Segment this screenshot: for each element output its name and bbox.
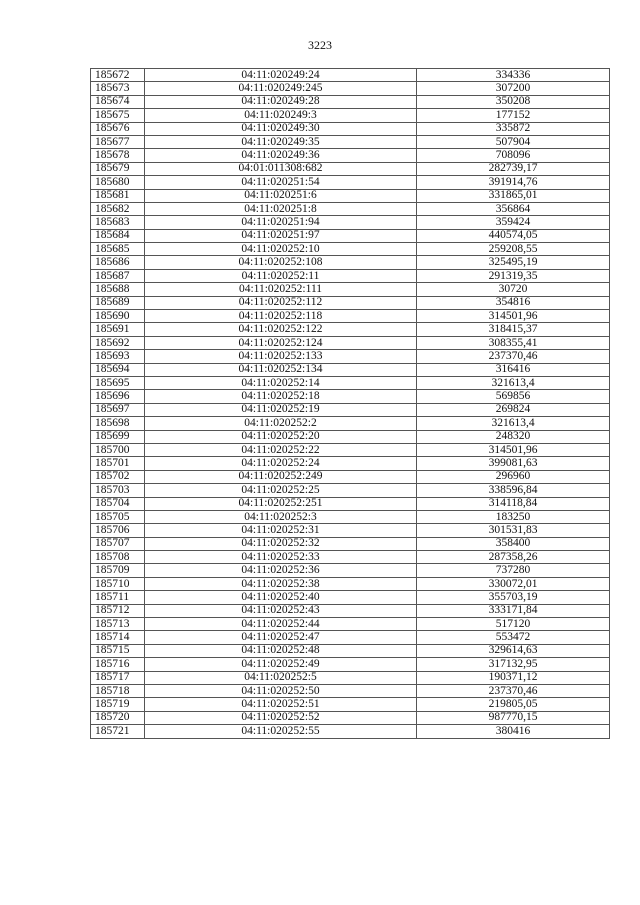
table-row — [91, 189, 610, 202]
value-cell: 356864 — [417, 202, 610, 215]
row-number-cell: 185684 — [91, 229, 145, 242]
table-row — [91, 269, 610, 282]
cadastral-number-cell: 04:11:020249:36 — [145, 149, 417, 162]
table-row — [91, 671, 610, 684]
table-row — [91, 202, 610, 215]
cadastral-number-cell: 04:11:020252:11 — [145, 269, 417, 282]
table-row — [91, 95, 610, 108]
cadastral-number-cell: 04:11:020252:112 — [145, 296, 417, 309]
row-number-cell: 185719 — [91, 698, 145, 711]
value-cell: 507904 — [417, 135, 610, 148]
value-cell: 30720 — [417, 283, 610, 296]
table-row — [91, 403, 610, 416]
value-cell: 321613,4 — [417, 417, 610, 430]
value-cell: 307200 — [417, 82, 610, 95]
row-number-cell: 185698 — [91, 417, 145, 430]
row-number-cell: 185716 — [91, 658, 145, 671]
value-cell: 359424 — [417, 216, 610, 229]
row-number-cell: 185714 — [91, 631, 145, 644]
row-number-cell: 185681 — [91, 189, 145, 202]
cadastral-number-cell: 04:11:020252:10 — [145, 243, 417, 256]
value-cell: 331865,01 — [417, 189, 610, 202]
table-row — [91, 149, 610, 162]
cadastral-number-cell: 04:11:020252:249 — [145, 470, 417, 483]
cadastral-number-cell: 04:11:020252:48 — [145, 644, 417, 657]
cadastral-number-cell: 04:11:020252:5 — [145, 671, 417, 684]
value-cell: 219805,05 — [417, 698, 610, 711]
row-number-cell: 185689 — [91, 296, 145, 309]
table-row — [91, 229, 610, 242]
cadastral-number-cell: 04:11:020252:251 — [145, 497, 417, 510]
cadastral-number-cell: 04:11:020251:94 — [145, 216, 417, 229]
cadastral-number-cell: 04:11:020252:18 — [145, 390, 417, 403]
cadastral-number-cell: 04:11:020252:52 — [145, 711, 417, 724]
value-cell: 330072,01 — [417, 577, 610, 590]
cadastral-number-cell: 04:11:020249:24 — [145, 69, 417, 82]
table-row — [91, 323, 610, 336]
row-number-cell: 185700 — [91, 443, 145, 456]
table-row — [91, 510, 610, 523]
cadastral-number-cell: 04:11:020252:19 — [145, 403, 417, 416]
row-number-cell: 185691 — [91, 323, 145, 336]
row-number-cell: 185674 — [91, 95, 145, 108]
table-row — [91, 497, 610, 510]
table-row — [91, 376, 610, 389]
row-number-cell: 185678 — [91, 149, 145, 162]
cadastral-number-cell: 04:11:020249:30 — [145, 122, 417, 135]
row-number-cell: 185680 — [91, 176, 145, 189]
cadastral-number-cell: 04:11:020252:111 — [145, 283, 417, 296]
row-number-cell: 185705 — [91, 510, 145, 523]
row-number-cell: 185690 — [91, 310, 145, 323]
cadastral-number-cell: 04:11:020252:36 — [145, 564, 417, 577]
row-number-cell: 185699 — [91, 430, 145, 443]
cadastral-number-cell: 04:11:020252:51 — [145, 698, 417, 711]
registry-table-body — [91, 69, 610, 739]
cadastral-number-cell: 04:11:020251:54 — [145, 176, 417, 189]
cadastral-number-cell: 04:11:020249:35 — [145, 135, 417, 148]
cadastral-number-cell: 04:11:020252:43 — [145, 604, 417, 617]
row-number-cell: 185696 — [91, 390, 145, 403]
row-number-cell: 185682 — [91, 202, 145, 215]
value-cell: 987770,15 — [417, 711, 610, 724]
value-cell: 291319,35 — [417, 269, 610, 282]
cadastral-number-cell: 04:11:020252:50 — [145, 684, 417, 697]
cadastral-number-cell: 04:11:020251:6 — [145, 189, 417, 202]
row-number-cell: 185720 — [91, 711, 145, 724]
value-cell: 318415,37 — [417, 323, 610, 336]
row-number-cell: 185676 — [91, 122, 145, 135]
row-number-cell: 185697 — [91, 403, 145, 416]
row-number-cell: 185703 — [91, 484, 145, 497]
table-row — [91, 470, 610, 483]
value-cell: 237370,46 — [417, 350, 610, 363]
page-number: 3223 — [308, 38, 332, 52]
row-number-cell: 185688 — [91, 283, 145, 296]
value-cell: 314501,96 — [417, 310, 610, 323]
row-number-cell: 185694 — [91, 363, 145, 376]
value-cell: 237370,46 — [417, 684, 610, 697]
registry-table — [90, 68, 610, 739]
value-cell: 391914,76 — [417, 176, 610, 189]
cadastral-number-cell: 04:11:020252:20 — [145, 430, 417, 443]
table-row — [91, 256, 610, 269]
cadastral-number-cell: 04:11:020252:134 — [145, 363, 417, 376]
row-number-cell: 185677 — [91, 135, 145, 148]
table-row — [91, 417, 610, 430]
row-number-cell: 185715 — [91, 644, 145, 657]
value-cell: 708096 — [417, 149, 610, 162]
value-cell: 190371,12 — [417, 671, 610, 684]
table-row — [91, 577, 610, 590]
table-row — [91, 604, 610, 617]
cadastral-number-cell: 04:11:020252:31 — [145, 524, 417, 537]
row-number-cell: 185702 — [91, 470, 145, 483]
table-row — [91, 69, 610, 82]
cadastral-number-cell: 04:11:020251:97 — [145, 229, 417, 242]
cadastral-number-cell: 04:11:020252:122 — [145, 323, 417, 336]
value-cell: 248320 — [417, 430, 610, 443]
row-number-cell: 185706 — [91, 524, 145, 537]
row-number-cell: 185709 — [91, 564, 145, 577]
table-row — [91, 350, 610, 363]
row-number-cell: 185707 — [91, 537, 145, 550]
table-row — [91, 430, 610, 443]
cadastral-number-cell: 04:11:020252:14 — [145, 376, 417, 389]
table-row — [91, 551, 610, 564]
table-row — [91, 457, 610, 470]
row-number-cell: 185695 — [91, 376, 145, 389]
table-row — [91, 310, 610, 323]
row-number-cell: 185713 — [91, 618, 145, 631]
cadastral-number-cell: 04:11:020252:55 — [145, 725, 417, 738]
cadastral-number-cell: 04:11:020252:108 — [145, 256, 417, 269]
cadastral-number-cell: 04:11:020251:8 — [145, 202, 417, 215]
table-row — [91, 484, 610, 497]
table-row — [91, 135, 610, 148]
cadastral-number-cell: 04:11:020252:40 — [145, 591, 417, 604]
table-row — [91, 684, 610, 697]
value-cell: 321613,4 — [417, 376, 610, 389]
row-number-cell: 185675 — [91, 109, 145, 122]
cadastral-number-cell: 04:11:020252:47 — [145, 631, 417, 644]
cadastral-number-cell: 04:01:011308:682 — [145, 162, 417, 175]
value-cell: 259208,55 — [417, 243, 610, 256]
row-number-cell: 185718 — [91, 684, 145, 697]
table-row — [91, 658, 610, 671]
value-cell: 569856 — [417, 390, 610, 403]
table-row — [91, 524, 610, 537]
cadastral-number-cell: 04:11:020252:118 — [145, 310, 417, 323]
cadastral-number-cell: 04:11:020252:33 — [145, 551, 417, 564]
value-cell: 553472 — [417, 631, 610, 644]
cadastral-number-cell: 04:11:020249:245 — [145, 82, 417, 95]
table-row — [91, 631, 610, 644]
table-row — [91, 162, 610, 175]
cadastral-number-cell: 04:11:020252:3 — [145, 510, 417, 523]
table-row — [91, 122, 610, 135]
value-cell: 316416 — [417, 363, 610, 376]
table-row — [91, 336, 610, 349]
cadastral-number-cell: 04:11:020252:133 — [145, 350, 417, 363]
value-cell: 334336 — [417, 69, 610, 82]
row-number-cell: 185693 — [91, 350, 145, 363]
row-number-cell: 185685 — [91, 243, 145, 256]
row-number-cell: 185704 — [91, 497, 145, 510]
table-row — [91, 537, 610, 550]
value-cell: 314501,96 — [417, 443, 610, 456]
value-cell: 282739,17 — [417, 162, 610, 175]
cadastral-number-cell: 04:11:020252:38 — [145, 577, 417, 590]
table-row — [91, 82, 610, 95]
row-number-cell: 185679 — [91, 162, 145, 175]
value-cell: 325495,19 — [417, 256, 610, 269]
table-row — [91, 564, 610, 577]
cadastral-number-cell: 04:11:020252:32 — [145, 537, 417, 550]
value-cell: 314118,84 — [417, 497, 610, 510]
table-row — [91, 216, 610, 229]
value-cell: 399081,63 — [417, 457, 610, 470]
value-cell: 380416 — [417, 725, 610, 738]
value-cell: 335872 — [417, 122, 610, 135]
cadastral-number-cell: 04:11:020252:25 — [145, 484, 417, 497]
value-cell: 440574,05 — [417, 229, 610, 242]
table-row — [91, 390, 610, 403]
value-cell: 329614,63 — [417, 644, 610, 657]
value-cell: 269824 — [417, 403, 610, 416]
value-cell: 296960 — [417, 470, 610, 483]
cadastral-number-cell: 04:11:020252:44 — [145, 618, 417, 631]
table-row — [91, 283, 610, 296]
row-number-cell: 185708 — [91, 551, 145, 564]
row-number-cell: 185683 — [91, 216, 145, 229]
value-cell: 354816 — [417, 296, 610, 309]
value-cell: 287358,26 — [417, 551, 610, 564]
cadastral-number-cell: 04:11:020252:49 — [145, 658, 417, 671]
row-number-cell: 185701 — [91, 457, 145, 470]
row-number-cell: 185711 — [91, 591, 145, 604]
cadastral-number-cell: 04:11:020249:3 — [145, 109, 417, 122]
value-cell: 338596,84 — [417, 484, 610, 497]
table-row — [91, 618, 610, 631]
cadastral-number-cell: 04:11:020252:124 — [145, 336, 417, 349]
table-row — [91, 711, 610, 724]
table-row — [91, 725, 610, 738]
value-cell: 355703,19 — [417, 591, 610, 604]
cadastral-number-cell: 04:11:020252:22 — [145, 443, 417, 456]
row-number-cell: 185686 — [91, 256, 145, 269]
row-number-cell: 185712 — [91, 604, 145, 617]
row-number-cell: 185692 — [91, 336, 145, 349]
value-cell: 301531,83 — [417, 524, 610, 537]
value-cell: 317132,95 — [417, 658, 610, 671]
cadastral-number-cell: 04:11:020249:28 — [145, 95, 417, 108]
table-row — [91, 644, 610, 657]
row-number-cell: 185687 — [91, 269, 145, 282]
row-number-cell: 185721 — [91, 725, 145, 738]
table-row — [91, 109, 610, 122]
value-cell: 358400 — [417, 537, 610, 550]
table-row — [91, 591, 610, 604]
value-cell: 177152 — [417, 109, 610, 122]
table-row — [91, 698, 610, 711]
value-cell: 308355,41 — [417, 336, 610, 349]
value-cell: 333171,84 — [417, 604, 610, 617]
cadastral-number-cell: 04:11:020252:24 — [145, 457, 417, 470]
table-row — [91, 443, 610, 456]
row-number-cell: 185710 — [91, 577, 145, 590]
row-number-cell: 185717 — [91, 671, 145, 684]
table-row — [91, 176, 610, 189]
cadastral-number-cell: 04:11:020252:2 — [145, 417, 417, 430]
table-row — [91, 363, 610, 376]
value-cell: 737280 — [417, 564, 610, 577]
value-cell: 350208 — [417, 95, 610, 108]
table-row — [91, 243, 610, 256]
value-cell: 517120 — [417, 618, 610, 631]
row-number-cell: 185673 — [91, 82, 145, 95]
table-row — [91, 296, 610, 309]
row-number-cell: 185672 — [91, 69, 145, 82]
value-cell: 183250 — [417, 510, 610, 523]
